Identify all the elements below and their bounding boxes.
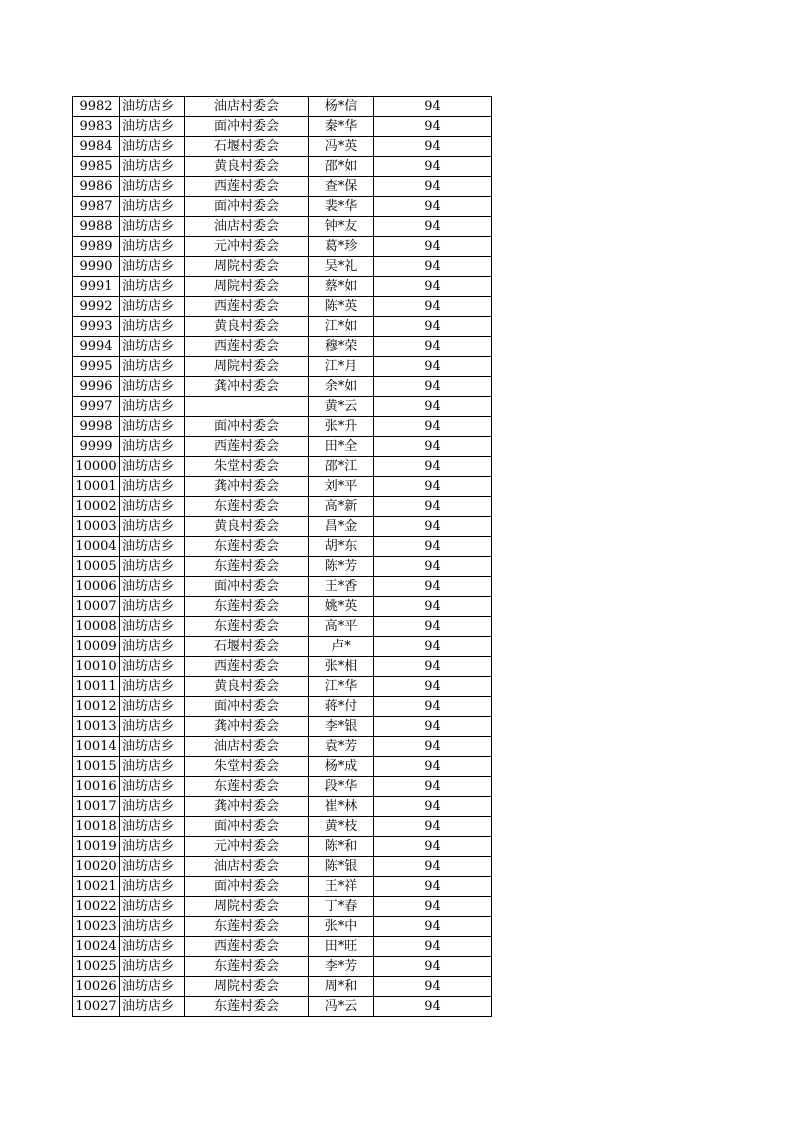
township-cell: 油坊店乡 — [120, 557, 185, 577]
township-cell: 油坊店乡 — [120, 937, 185, 957]
table-row — [73, 217, 492, 237]
township-cell: 油坊店乡 — [120, 377, 185, 397]
person-name-cell: 陈*银 — [309, 857, 374, 877]
township-cell: 油坊店乡 — [120, 677, 185, 697]
village-committee-cell: 龚冲村委会 — [185, 797, 309, 817]
row-number-cell: 9984 — [73, 137, 120, 157]
township-cell: 油坊店乡 — [120, 857, 185, 877]
score-cell: 94 — [374, 677, 492, 697]
table-row — [73, 937, 492, 957]
person-name-cell: 王*香 — [309, 577, 374, 597]
table-row — [73, 117, 492, 137]
village-committee-cell: 元冲村委会 — [185, 837, 309, 857]
person-name-cell: 卢* — [309, 637, 374, 657]
score-cell: 94 — [374, 297, 492, 317]
score-cell: 94 — [374, 157, 492, 177]
score-cell: 94 — [374, 937, 492, 957]
village-committee-cell: 龚冲村委会 — [185, 717, 309, 737]
township-cell: 油坊店乡 — [120, 397, 185, 417]
village-committee-cell: 石堰村委会 — [185, 637, 309, 657]
village-committee-cell: 东莲村委会 — [185, 597, 309, 617]
score-cell: 94 — [374, 177, 492, 197]
township-cell: 油坊店乡 — [120, 357, 185, 377]
village-committee-cell: 黄良村委会 — [185, 677, 309, 697]
village-committee-cell: 石堰村委会 — [185, 137, 309, 157]
row-number-cell: 9997 — [73, 397, 120, 417]
village-committee-cell: 西莲村委会 — [185, 177, 309, 197]
township-cell: 油坊店乡 — [120, 757, 185, 777]
score-cell: 94 — [374, 357, 492, 377]
table-row — [73, 677, 492, 697]
village-committee-cell — [185, 397, 309, 417]
village-committee-cell: 西莲村委会 — [185, 437, 309, 457]
score-cell: 94 — [374, 917, 492, 937]
person-name-cell: 查*保 — [309, 177, 374, 197]
table-row — [73, 137, 492, 157]
township-cell: 油坊店乡 — [120, 977, 185, 997]
row-number-cell: 9988 — [73, 217, 120, 237]
table-row — [73, 377, 492, 397]
table-row — [73, 237, 492, 257]
person-name-cell: 江*月 — [309, 357, 374, 377]
village-committee-cell: 面冲村委会 — [185, 197, 309, 217]
score-cell: 94 — [374, 497, 492, 517]
row-number-cell: 10009 — [73, 637, 120, 657]
person-name-cell: 冯*英 — [309, 137, 374, 157]
person-name-cell: 邵*如 — [309, 157, 374, 177]
row-number-cell: 10015 — [73, 757, 120, 777]
row-number-cell: 9995 — [73, 357, 120, 377]
person-name-cell: 昌*金 — [309, 517, 374, 537]
township-cell: 油坊店乡 — [120, 597, 185, 617]
village-committee-cell: 西莲村委会 — [185, 337, 309, 357]
township-cell: 油坊店乡 — [120, 337, 185, 357]
row-number-cell: 10026 — [73, 977, 120, 997]
township-cell: 油坊店乡 — [120, 457, 185, 477]
village-committee-cell: 面冲村委会 — [185, 817, 309, 837]
township-cell: 油坊店乡 — [120, 577, 185, 597]
township-cell: 油坊店乡 — [120, 497, 185, 517]
records-table-body — [73, 97, 492, 1017]
table-row — [73, 477, 492, 497]
score-cell: 94 — [374, 417, 492, 437]
township-cell: 油坊店乡 — [120, 957, 185, 977]
row-number-cell: 10022 — [73, 897, 120, 917]
village-committee-cell: 东莲村委会 — [185, 957, 309, 977]
table-row — [73, 997, 492, 1017]
township-cell: 油坊店乡 — [120, 257, 185, 277]
table-row — [73, 777, 492, 797]
table-row — [73, 737, 492, 757]
person-name-cell: 邵*江 — [309, 457, 374, 477]
table-row — [73, 277, 492, 297]
table-row — [73, 897, 492, 917]
row-number-cell: 10013 — [73, 717, 120, 737]
person-name-cell: 张*相 — [309, 657, 374, 677]
score-cell: 94 — [374, 117, 492, 137]
table-row — [73, 297, 492, 317]
person-name-cell: 段*华 — [309, 777, 374, 797]
row-number-cell: 9991 — [73, 277, 120, 297]
village-committee-cell: 油店村委会 — [185, 737, 309, 757]
score-cell: 94 — [374, 837, 492, 857]
village-committee-cell: 面冲村委会 — [185, 577, 309, 597]
score-cell: 94 — [374, 777, 492, 797]
township-cell: 油坊店乡 — [120, 637, 185, 657]
row-number-cell: 10002 — [73, 497, 120, 517]
score-cell: 94 — [374, 217, 492, 237]
village-committee-cell: 西莲村委会 — [185, 937, 309, 957]
person-name-cell: 蒋*付 — [309, 697, 374, 717]
person-name-cell: 李*银 — [309, 717, 374, 737]
row-number-cell: 9987 — [73, 197, 120, 217]
table-row — [73, 317, 492, 337]
township-cell: 油坊店乡 — [120, 657, 185, 677]
person-name-cell: 李*芳 — [309, 957, 374, 977]
score-cell: 94 — [374, 377, 492, 397]
table-row — [73, 877, 492, 897]
row-number-cell: 9992 — [73, 297, 120, 317]
row-number-cell: 10023 — [73, 917, 120, 937]
score-cell: 94 — [374, 997, 492, 1017]
score-cell: 94 — [374, 577, 492, 597]
person-name-cell: 张*升 — [309, 417, 374, 437]
row-number-cell: 10005 — [73, 557, 120, 577]
score-cell: 94 — [374, 457, 492, 477]
row-number-cell: 10011 — [73, 677, 120, 697]
table-row — [73, 797, 492, 817]
row-number-cell: 10000 — [73, 457, 120, 477]
village-committee-cell: 东莲村委会 — [185, 777, 309, 797]
score-cell: 94 — [374, 657, 492, 677]
row-number-cell: 10003 — [73, 517, 120, 537]
person-name-cell: 杨*信 — [309, 97, 374, 117]
township-cell: 油坊店乡 — [120, 697, 185, 717]
village-committee-cell: 龚冲村委会 — [185, 477, 309, 497]
person-name-cell: 黄*枝 — [309, 817, 374, 837]
score-cell: 94 — [374, 517, 492, 537]
township-cell: 油坊店乡 — [120, 797, 185, 817]
score-cell: 94 — [374, 817, 492, 837]
table-row — [73, 537, 492, 557]
row-number-cell: 10012 — [73, 697, 120, 717]
score-cell: 94 — [374, 557, 492, 577]
person-name-cell: 秦*华 — [309, 117, 374, 137]
village-committee-cell: 东莲村委会 — [185, 497, 309, 517]
table-row — [73, 337, 492, 357]
table-row — [73, 437, 492, 457]
township-cell: 油坊店乡 — [120, 837, 185, 857]
score-cell: 94 — [374, 617, 492, 637]
person-name-cell: 江*华 — [309, 677, 374, 697]
village-committee-cell: 黄良村委会 — [185, 517, 309, 537]
township-cell: 油坊店乡 — [120, 877, 185, 897]
person-name-cell: 王*祥 — [309, 877, 374, 897]
row-number-cell: 10016 — [73, 777, 120, 797]
township-cell: 油坊店乡 — [120, 177, 185, 197]
person-name-cell: 陈*和 — [309, 837, 374, 857]
village-committee-cell: 朱堂村委会 — [185, 757, 309, 777]
township-cell: 油坊店乡 — [120, 477, 185, 497]
row-number-cell: 10008 — [73, 617, 120, 637]
row-number-cell: 10027 — [73, 997, 120, 1017]
table-row — [73, 837, 492, 857]
table-row — [73, 397, 492, 417]
row-number-cell: 9989 — [73, 237, 120, 257]
township-cell: 油坊店乡 — [120, 137, 185, 157]
person-name-cell: 高*平 — [309, 617, 374, 637]
village-committee-cell: 周院村委会 — [185, 277, 309, 297]
row-number-cell: 10007 — [73, 597, 120, 617]
village-committee-cell: 油店村委会 — [185, 97, 309, 117]
table-row — [73, 817, 492, 837]
table-row — [73, 857, 492, 877]
village-committee-cell: 东莲村委会 — [185, 617, 309, 637]
score-cell: 94 — [374, 957, 492, 977]
village-committee-cell: 油店村委会 — [185, 217, 309, 237]
row-number-cell: 10014 — [73, 737, 120, 757]
score-cell: 94 — [374, 877, 492, 897]
row-number-cell: 9982 — [73, 97, 120, 117]
table-row — [73, 557, 492, 577]
row-number-cell: 10006 — [73, 577, 120, 597]
person-name-cell: 江*如 — [309, 317, 374, 337]
row-number-cell: 10001 — [73, 477, 120, 497]
village-committee-cell: 西莲村委会 — [185, 657, 309, 677]
person-name-cell: 陈*芳 — [309, 557, 374, 577]
records-table — [72, 96, 492, 1017]
township-cell: 油坊店乡 — [120, 217, 185, 237]
person-name-cell: 钟*友 — [309, 217, 374, 237]
township-cell: 油坊店乡 — [120, 277, 185, 297]
score-cell: 94 — [374, 277, 492, 297]
person-name-cell: 刘*平 — [309, 477, 374, 497]
township-cell: 油坊店乡 — [120, 97, 185, 117]
score-cell: 94 — [374, 397, 492, 417]
row-number-cell: 10017 — [73, 797, 120, 817]
score-cell: 94 — [374, 237, 492, 257]
village-committee-cell: 黄良村委会 — [185, 317, 309, 337]
table-row — [73, 957, 492, 977]
person-name-cell: 高*新 — [309, 497, 374, 517]
village-committee-cell: 西莲村委会 — [185, 297, 309, 317]
person-name-cell: 袁*芳 — [309, 737, 374, 757]
table-row — [73, 577, 492, 597]
row-number-cell: 10021 — [73, 877, 120, 897]
table-row — [73, 157, 492, 177]
person-name-cell: 崔*林 — [309, 797, 374, 817]
table-row — [73, 657, 492, 677]
person-name-cell: 陈*英 — [309, 297, 374, 317]
village-committee-cell: 油店村委会 — [185, 857, 309, 877]
table-row — [73, 637, 492, 657]
township-cell: 油坊店乡 — [120, 737, 185, 757]
village-committee-cell: 周院村委会 — [185, 977, 309, 997]
village-committee-cell: 面冲村委会 — [185, 697, 309, 717]
person-name-cell: 张*中 — [309, 917, 374, 937]
score-cell: 94 — [374, 597, 492, 617]
score-cell: 94 — [374, 697, 492, 717]
person-name-cell: 周*和 — [309, 977, 374, 997]
township-cell: 油坊店乡 — [120, 437, 185, 457]
township-cell: 油坊店乡 — [120, 897, 185, 917]
score-cell: 94 — [374, 137, 492, 157]
village-committee-cell: 龚冲村委会 — [185, 377, 309, 397]
score-cell: 94 — [374, 317, 492, 337]
person-name-cell: 吴*礼 — [309, 257, 374, 277]
score-cell: 94 — [374, 97, 492, 117]
score-cell: 94 — [374, 737, 492, 757]
township-cell: 油坊店乡 — [120, 237, 185, 257]
table-row — [73, 517, 492, 537]
person-name-cell: 杨*成 — [309, 757, 374, 777]
village-committee-cell: 东莲村委会 — [185, 537, 309, 557]
row-number-cell: 9986 — [73, 177, 120, 197]
row-number-cell: 9999 — [73, 437, 120, 457]
table-row — [73, 417, 492, 437]
score-cell: 94 — [374, 197, 492, 217]
table-row — [73, 757, 492, 777]
row-number-cell: 10010 — [73, 657, 120, 677]
person-name-cell: 葛*珍 — [309, 237, 374, 257]
person-name-cell: 胡*东 — [309, 537, 374, 557]
village-committee-cell: 朱堂村委会 — [185, 457, 309, 477]
score-cell: 94 — [374, 977, 492, 997]
village-committee-cell: 东莲村委会 — [185, 557, 309, 577]
row-number-cell: 9996 — [73, 377, 120, 397]
row-number-cell: 9998 — [73, 417, 120, 437]
village-committee-cell: 东莲村委会 — [185, 997, 309, 1017]
table-row — [73, 497, 492, 517]
person-name-cell: 穆*荣 — [309, 337, 374, 357]
township-cell: 油坊店乡 — [120, 197, 185, 217]
row-number-cell: 9994 — [73, 337, 120, 357]
table-row — [73, 617, 492, 637]
row-number-cell: 10019 — [73, 837, 120, 857]
person-name-cell: 田*旺 — [309, 937, 374, 957]
village-committee-cell: 周院村委会 — [185, 357, 309, 377]
village-committee-cell: 元冲村委会 — [185, 237, 309, 257]
person-name-cell: 冯*云 — [309, 997, 374, 1017]
person-name-cell: 余*如 — [309, 377, 374, 397]
table-row — [73, 257, 492, 277]
township-cell: 油坊店乡 — [120, 537, 185, 557]
person-name-cell: 姚*英 — [309, 597, 374, 617]
village-committee-cell: 面冲村委会 — [185, 117, 309, 137]
township-cell: 油坊店乡 — [120, 817, 185, 837]
row-number-cell: 10020 — [73, 857, 120, 877]
table-row — [73, 197, 492, 217]
row-number-cell: 10018 — [73, 817, 120, 837]
score-cell: 94 — [374, 337, 492, 357]
person-name-cell: 黄*云 — [309, 397, 374, 417]
score-cell: 94 — [374, 437, 492, 457]
village-committee-cell: 黄良村委会 — [185, 157, 309, 177]
row-number-cell: 9983 — [73, 117, 120, 137]
township-cell: 油坊店乡 — [120, 777, 185, 797]
row-number-cell: 9990 — [73, 257, 120, 277]
score-cell: 94 — [374, 257, 492, 277]
village-committee-cell: 面冲村委会 — [185, 877, 309, 897]
score-cell: 94 — [374, 717, 492, 737]
table-row — [73, 177, 492, 197]
table-row — [73, 97, 492, 117]
table-row — [73, 457, 492, 477]
score-cell: 94 — [374, 857, 492, 877]
table-row — [73, 977, 492, 997]
table-row — [73, 597, 492, 617]
row-number-cell: 10024 — [73, 937, 120, 957]
township-cell: 油坊店乡 — [120, 417, 185, 437]
village-committee-cell: 周院村委会 — [185, 897, 309, 917]
township-cell: 油坊店乡 — [120, 517, 185, 537]
table-row — [73, 697, 492, 717]
table-row — [73, 917, 492, 937]
score-cell: 94 — [374, 537, 492, 557]
township-cell: 油坊店乡 — [120, 117, 185, 137]
village-committee-cell: 面冲村委会 — [185, 417, 309, 437]
township-cell: 油坊店乡 — [120, 997, 185, 1017]
table-row — [73, 357, 492, 377]
township-cell: 油坊店乡 — [120, 297, 185, 317]
row-number-cell: 10004 — [73, 537, 120, 557]
township-cell: 油坊店乡 — [120, 317, 185, 337]
person-name-cell: 蔡*如 — [309, 277, 374, 297]
score-cell: 94 — [374, 757, 492, 777]
score-cell: 94 — [374, 797, 492, 817]
row-number-cell: 10025 — [73, 957, 120, 977]
township-cell: 油坊店乡 — [120, 617, 185, 637]
score-cell: 94 — [374, 477, 492, 497]
township-cell: 油坊店乡 — [120, 717, 185, 737]
township-cell: 油坊店乡 — [120, 157, 185, 177]
row-number-cell: 9985 — [73, 157, 120, 177]
table-row — [73, 717, 492, 737]
township-cell: 油坊店乡 — [120, 917, 185, 937]
village-committee-cell: 周院村委会 — [185, 257, 309, 277]
score-cell: 94 — [374, 637, 492, 657]
village-committee-cell: 东莲村委会 — [185, 917, 309, 937]
person-name-cell: 裴*华 — [309, 197, 374, 217]
person-name-cell: 丁*春 — [309, 897, 374, 917]
score-cell: 94 — [374, 897, 492, 917]
row-number-cell: 9993 — [73, 317, 120, 337]
person-name-cell: 田*全 — [309, 437, 374, 457]
